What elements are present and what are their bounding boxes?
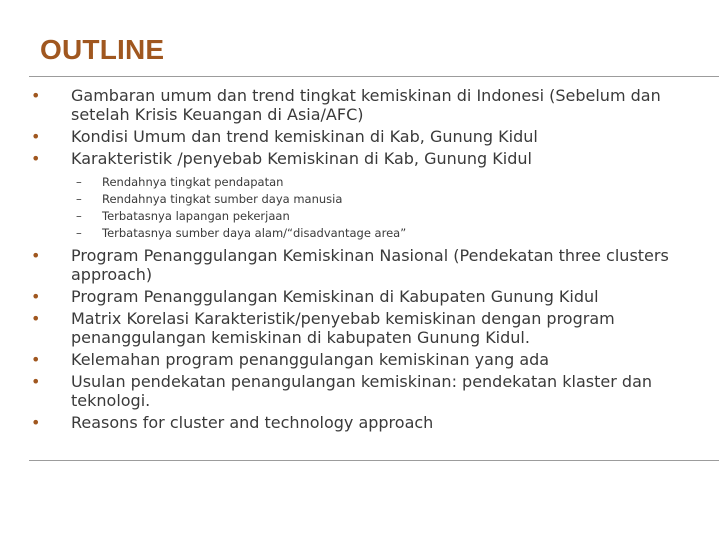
list-item-text: Kelemahan program penanggulangan kemiskinan yang ada	[71, 350, 550, 369]
sub-item-text: Terbatasnya lapangan pekerjaan	[102, 209, 290, 223]
dash-icon: –	[76, 192, 82, 206]
bullet-icon: •	[31, 246, 41, 265]
list-item-text: Program Penanggulangan Kemiskinan Nasional (Pendekatan three clusters approach)	[71, 246, 669, 284]
list-item	[29, 149, 709, 168]
footer-divider	[29, 460, 719, 461]
list-item-text: Kondisi Umum dan trend kemiskinan di Kab, Gunung Kidul	[71, 127, 538, 146]
list-item-text: Matrix Korelasi Karakteristik/penyebab kemiskinan dengan program penanggulangan kemiskinan di kabupaten Gunung Kidul.	[71, 309, 615, 347]
list-item-text: Program Penanggulangan Kemiskinan di Kabupaten Gunung Kidul	[71, 287, 599, 306]
bullet-icon: •	[31, 350, 41, 369]
outline-list	[29, 86, 709, 435]
list-item-text: Usulan pendekatan penangulangan kemiskinan: pendekatan klaster dan teknologi.	[71, 372, 653, 410]
title-divider	[29, 76, 719, 77]
slide-title: OUTLINE	[40, 34, 165, 65]
list-item-text: Karakteristik /penyebab Kemiskinan di Kab, Gunung Kidul	[71, 149, 532, 168]
sub-item-text: Terbatasnya sumber daya alam/“disadvantage area”	[102, 226, 407, 240]
list-item	[29, 246, 709, 284]
bullet-icon: •	[31, 127, 41, 146]
list-item-text: Gambaran umum dan trend tingkat kemiskinan di Indonesi (Sebelum dan setelah Krisis Keuangan di Asia/AFC)	[71, 86, 661, 124]
list-item	[29, 287, 709, 306]
list-item	[29, 127, 709, 146]
list-item-text: Reasons for cluster and technology approach	[71, 413, 434, 432]
list-item	[29, 86, 709, 124]
bullet-icon: •	[31, 149, 41, 168]
sub-list-item	[29, 208, 709, 225]
bullet-icon: •	[31, 413, 41, 432]
sub-list-item	[29, 174, 709, 191]
list-item	[29, 372, 709, 410]
sub-list-item	[29, 225, 709, 242]
dash-icon: –	[76, 209, 82, 223]
sub-item-text: Rendahnya tingkat sumber daya manusia	[102, 192, 343, 206]
dash-icon: –	[76, 226, 82, 240]
bullet-icon: •	[31, 287, 41, 306]
sub-list-item	[29, 191, 709, 208]
list-item	[29, 350, 709, 369]
list-item	[29, 413, 709, 432]
bullet-icon: •	[31, 309, 41, 328]
list-item	[29, 309, 709, 347]
bullet-icon: •	[31, 86, 41, 105]
sub-item-text: Rendahnya tingkat pendapatan	[102, 175, 284, 189]
bullet-icon: •	[31, 372, 41, 391]
sub-list	[29, 174, 709, 242]
dash-icon: –	[76, 175, 82, 189]
